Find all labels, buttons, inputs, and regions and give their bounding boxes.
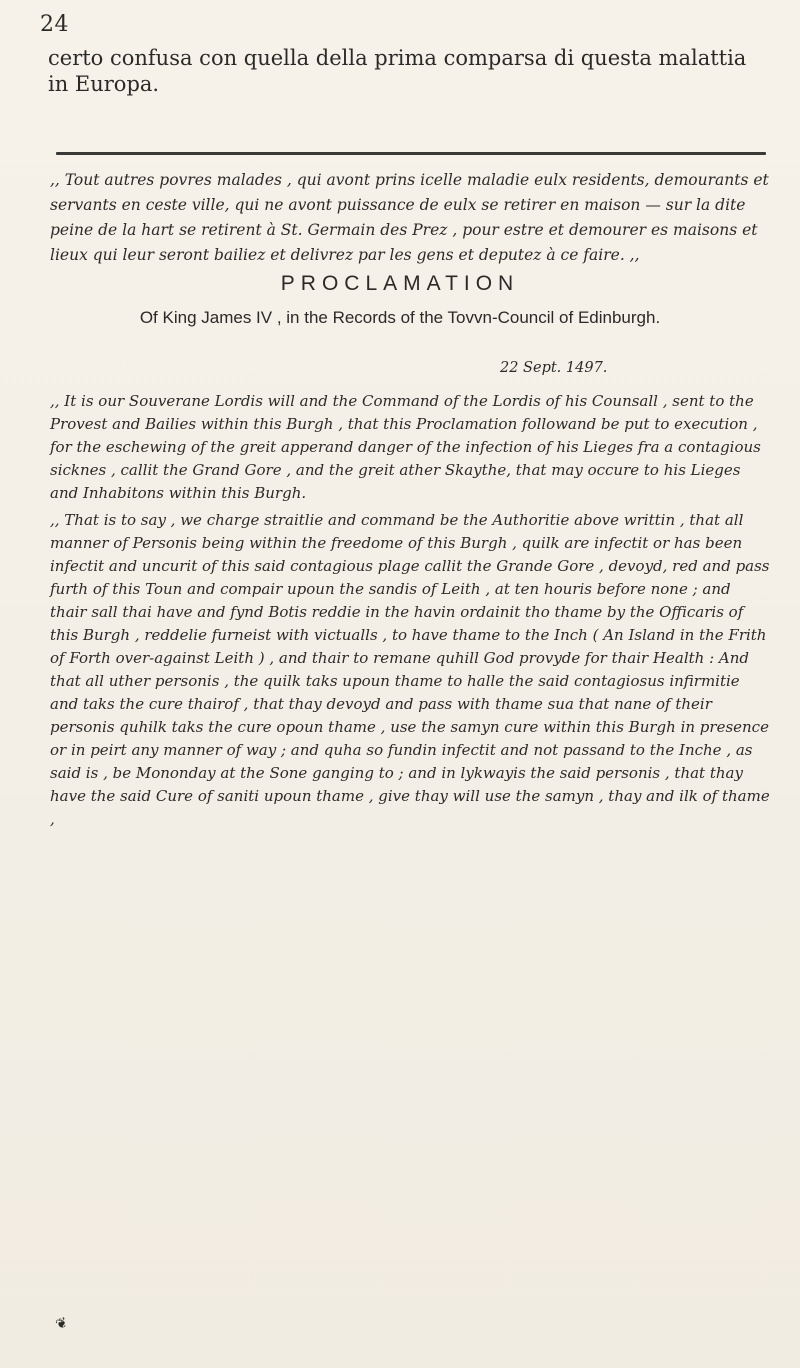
proclamation-body [50,390,770,835]
intro-paragraph: certo confusa con quella della prima comparsa di questa malattia in Europa. [48,46,747,96]
french-quote: ,, Tout autres povres malades , qui avont prins icelle maladie eulx residents, demourants et servants en ceste ville, qui ne avont puissance de eulx se retirer en maison — sur la dite peine de la hart se retirent à St. Germain des Prez , pour estre et demourer es maisons et lieux qui leur seront bailiez et delivrez par les gens et deputez à ce faire. ,, [50,171,769,264]
proclamation-date: 22 Sept. 1497. [500,360,608,376]
printer-ornament-icon: ❦ [53,1314,71,1334]
paragraph-2: ,, That is to say , we charge straitlie and command be the Authoritie above writtin , that all manner of Personis being within the freedome of this Burgh , quilk are infectit or has been infectit and uncurit of this said contagious plage callit the Grande Gore , devoyd, red and pass furth of this Toun and compair upoun the sandis of Leith , at ten houris before none ; and thair sall thai have and fynd Botis reddie in the havin ordainit tho thame by the Officaris of this Burgh , reddelie furneist with victualls , to have thame to the Inch ( An Island in the Frith of Forth over-against Leith ) , and thair to remane quhill God provyde for thair Health : And that all uther personis , the quilk taks upoun thame to halle the said contagiosus infirmitie and taks the cure thairof , that thay devoyd and pass with thame sua that nane of their personis quhilk taks the cure opoun thame , use the samyn cure within this Burgh in presence or in peirt any manner of way ; and quha so fundin infectit and not passand to the Inche , as said is , be Mononday at the Sone ganging to ; and in lykwayis the said personis , that thay have the said Cure of saniti upoun thame , give thay will use the samyn , thay and ilk of thame , [50,511,770,828]
proclamation-heading: PROCLAMATION [280,272,520,295]
separator-rule [56,152,766,155]
proclamation-subheading: Of King James IV , in the Records of the Tovvn-Council of Edinburgh. [139,308,661,327]
paragraph-1: ,, It is our Souverane Lordis will and the Command of the Lordis of his Counsall , sent to the Provest and Bailies within this Burgh , that this Proclamation followand be put to execution , for the eschewing of the greit apperand danger of the infection of his Lieges fra a contagious sicknes , callit the Grand Gore , and the greit ather Skaythe, that may occure to his Lieges and Inhabitons within this Burgh. [50,392,761,502]
page-number: 24 [40,12,69,37]
